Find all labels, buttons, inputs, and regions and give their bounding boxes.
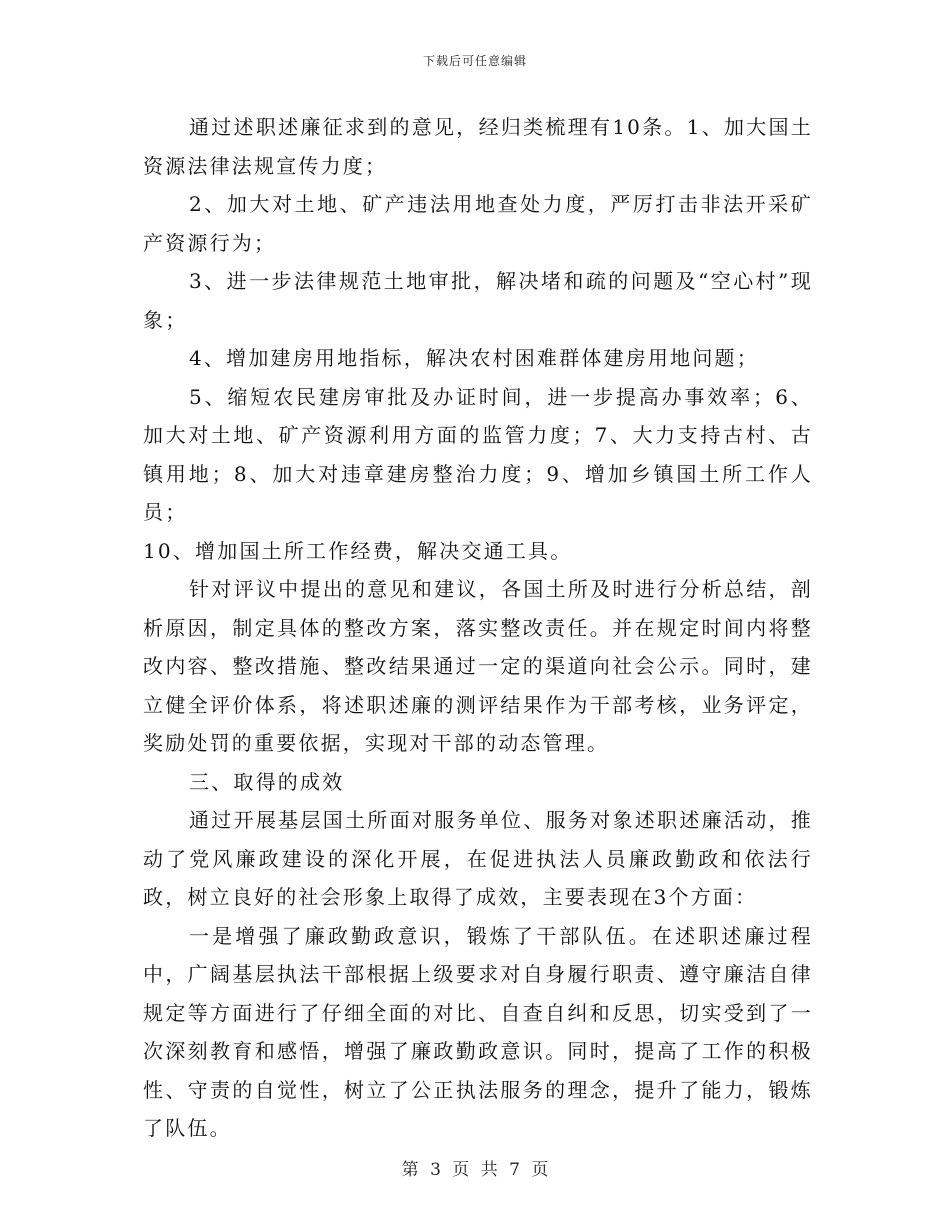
paragraph-item-2: 2、加大对土地、矿产违法用地查处力度，严厉打击非法开采矿产资源行为； bbox=[143, 192, 813, 255]
document-body bbox=[143, 108, 813, 1148]
paragraph-opinions-summary: 通过述职述廉征求到的意见，经归类梳理有10条。1、加大国土资源法律法规宣传力度； bbox=[143, 115, 813, 178]
paragraph-item-3: 3、进一步法律规范土地审批，解决堵和疏的问题及“空心村”现象； bbox=[143, 269, 813, 332]
section-heading-results: 三、取得的成效 bbox=[189, 769, 345, 794]
page-header: 下载后可任意编辑 bbox=[422, 54, 527, 68]
paragraph-item-4: 4、增加建房用地指标，解决农村困难群体建房用地问题； bbox=[189, 346, 759, 370]
paragraph-item-10: 10、增加国土所工作经费，解决交通工具。 bbox=[143, 538, 573, 563]
page-label-prefix: 第 bbox=[401, 1160, 419, 1180]
paragraph-rectification: 针对评议中提出的意见和建议，各国土所及时进行分析总结，剖析原因，制定具体的整改方案，落实整改责任。并在规定时间内将整改内容、整改措施、整改结果通过一定的渠道向社会公示。同时，建立健全评价体系，将述职述廉的测评结果作为干部考核，业务评定，奖励处罚的重要依据，实现对干部的动态管理。 bbox=[143, 577, 813, 755]
current-page-number: 3 bbox=[430, 1160, 441, 1180]
page-label-suffix: 页 bbox=[531, 1160, 549, 1180]
paragraph-results-intro: 通过开展基层国土所面对服务单位、服务对象述职述廉活动，推动了党风廉政建设的深化开展，在促进执法人员廉政勤政和依法行政，树立良好的社会形象上取得了成效，主要表现在3个方面： bbox=[143, 808, 813, 909]
page-footer bbox=[0, 1155, 950, 1180]
total-pages-number: 7 bbox=[509, 1160, 520, 1180]
paragraph-items-5-9: 5、缩短农民建房审批及办证时间，进一步提高办事效率；6、加大对土地、矿产资源利用方面的监管力度；7、大力支持古村、古镇用地；8、加大对违章建房整治力度；9、增加乡镇国土所工作人员； bbox=[143, 384, 813, 524]
paragraph-result-one: 一是增强了廉政勤政意识，锻炼了干部队伍。在述职述廉过程中，广阔基层执法干部根据上级要求对自身履行职责、遵守廉洁自律规定等方面进行了仔细全面的对比、自查自纠和反思，切实受到了一次深刻教育和感悟，增强了廉政勤政意识。同时，提高了工作的积极性、守责的自觉性，树立了公正执法服务的理念，提升了能力，锻炼了队伍。 bbox=[143, 923, 813, 1140]
page-label-mid: 页 共 bbox=[452, 1160, 498, 1180]
